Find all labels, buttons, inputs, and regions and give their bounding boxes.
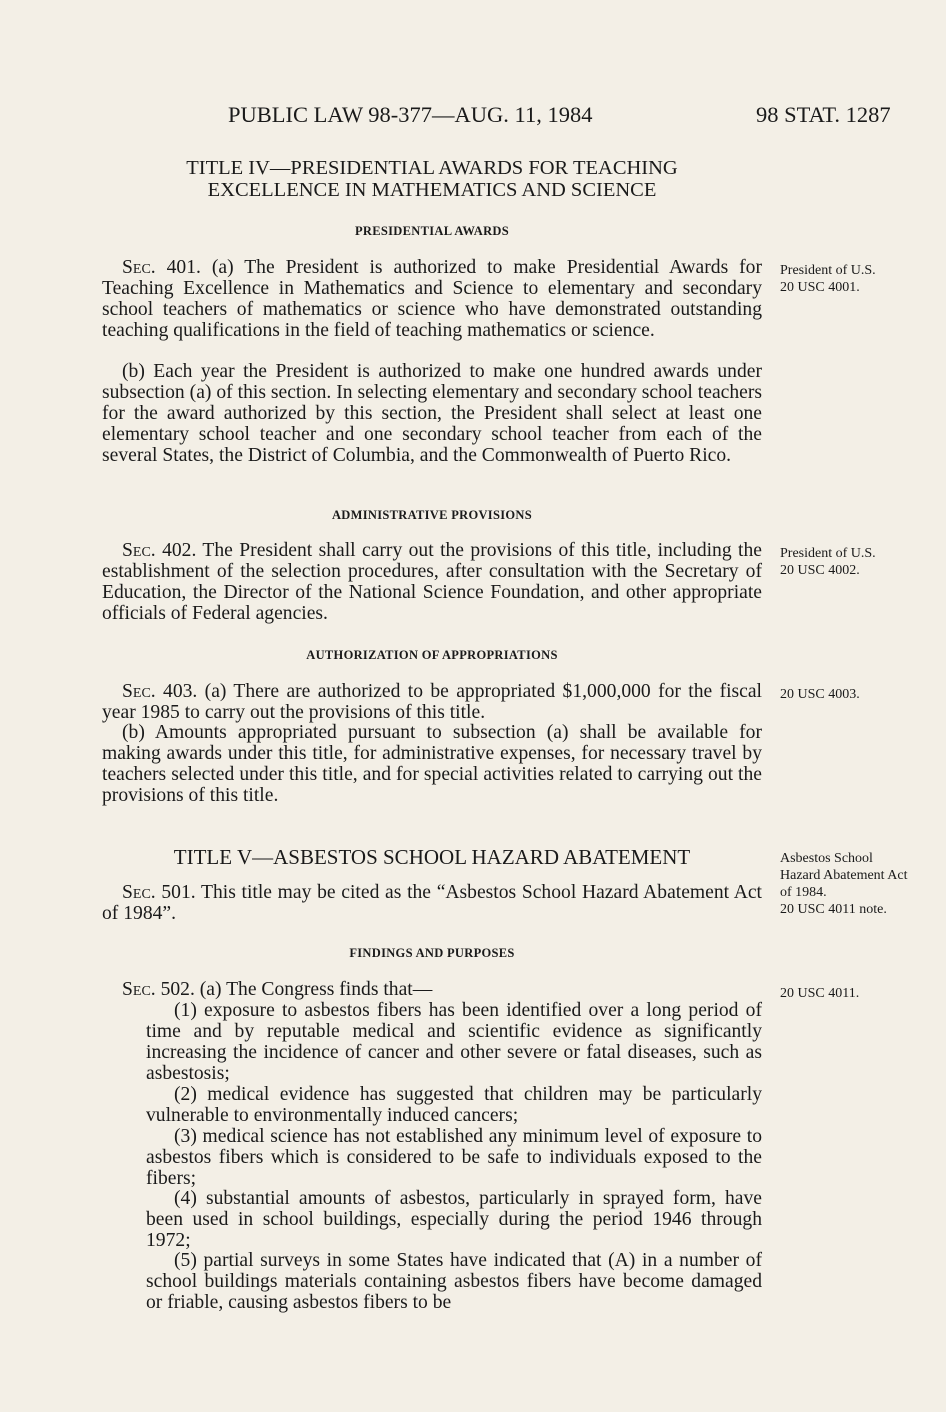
- heading-findings-and-purposes: FINDINGS AND PURPOSES: [349, 946, 515, 960]
- heading-presidential-awards: PRESIDENTIAL AWARDS: [354, 224, 509, 238]
- sec-403-a: [102, 682, 762, 724]
- title-iv-line1: TITLE IV—PRESIDENTIAL AWARDS FOR TEACHING: [186, 157, 678, 179]
- margin-note-401: [780, 262, 920, 296]
- sec-401-a: [102, 258, 762, 342]
- margin-note-501-line2: 20 USC 4011 note.: [780, 902, 887, 917]
- margin-note-502: 20 USC 4011.: [780, 986, 860, 1001]
- margin-note-403: 20 USC 4003.: [780, 687, 860, 702]
- sec-403-b: (b) Amounts appropriated pursuant to subsection (a) shall be available for making awards under this title, for administrative expenses, for necessary travel by teachers selected under this title, and for special activities related to carrying out the provisions of this title.: [102, 722, 762, 806]
- title-iv-line2: EXCELLENCE IN MATHEMATICS AND SCIENCE: [207, 179, 657, 201]
- running-header-left: PUBLIC LAW 98-377—AUG. 11, 1984: [228, 102, 593, 127]
- sec-502-intro-text: 502. (a) The Congress finds that—: [155, 979, 433, 1000]
- sec-label: Sec.: [122, 257, 156, 278]
- page-stat-number: 98 STAT. 1287: [756, 102, 891, 127]
- sec-502-finding-1: (1) exposure to asbestos fibers has been identified over a long period of time and by reputable medical and scientific evidence as significantly increasing the incidence of cancer and other severe or fatal diseases, such as asbestosis;: [146, 1000, 762, 1084]
- sec-402-text: 402. The President shall carry out the provisions of this title, including the establishment of the selection procedures, after consultation with the Secretary of Education, the Director of the National Science Foundation, and other appropriate officials of Federal agencies.: [102, 540, 762, 624]
- sec-401-b: (b) Each year the President is authorized to make one hundred awards under subsection (a) of this section. In selecting elementary and secondary school teachers for the award authorized by this section, the President shall select at least one elementary school teacher and one secondary school teacher from each of the several States, the District of Columbia, and the Commonwealth of Puerto Rico.: [102, 361, 762, 466]
- margin-note-501: [780, 850, 908, 918]
- heading-authorization-of-appropriations: AUTHORIZATION OF APPROPRIATIONS: [306, 648, 558, 662]
- sec-502-intro: [102, 980, 762, 1001]
- sec-502-finding-3: (3) medical science has not established any minimum level of exposure to asbestos fibers which is considered to be safe to individuals exposed to the fibers;: [146, 1126, 762, 1189]
- margin-note-501-line1: Asbestos School Hazard Abatement Act of 1984.: [780, 851, 908, 900]
- sec-label: Sec.: [122, 540, 156, 561]
- margin-note-402-line1: President of U.S.: [780, 546, 876, 561]
- margin-note-401-line1: President of U.S.: [780, 263, 876, 278]
- margin-note-402-line2: 20 USC 4002.: [780, 563, 860, 578]
- sec-501-text: 501. This title may be cited as the “Asbestos School Hazard Abatement Act of 1984”.: [102, 882, 762, 924]
- sec-403-a-text: 403. (a) There are authorized to be appropriated $1,000,000 for the fiscal year 1985 to carry out the provisions of this title.: [102, 681, 762, 723]
- sec-401-a-text: 401. (a) The President is authorized to make Presidential Awards for Teaching Excellence in Mathematics and Science to elementary and secondary school teachers of mathematics or science who have demonstrated outstanding teaching qualifications in the field of teaching mathematics or science.: [102, 257, 762, 341]
- heading-administrative-provisions: ADMINISTRATIVE PROVISIONS: [331, 508, 532, 522]
- sec-label: Sec.: [122, 882, 156, 903]
- margin-note-402: [780, 545, 920, 579]
- margin-note-401-line2: 20 USC 4001.: [780, 280, 860, 295]
- sec-402: [102, 541, 762, 625]
- sec-label: Sec.: [122, 979, 156, 1000]
- title-iv-heading: [100, 157, 764, 201]
- sec-label: Sec.: [122, 681, 156, 702]
- sec-502-finding-4: (4) substantial amounts of asbestos, particularly in sprayed form, have been used in school buildings, especially during the period 1946 through 1972;: [146, 1188, 762, 1251]
- title-v-heading: TITLE V—ASBESTOS SCHOOL HAZARD ABATEMENT: [173, 845, 691, 869]
- sec-502-finding-2: (2) medical evidence has suggested that children may be particularly vulnerable to environmentally induced cancers;: [146, 1084, 762, 1126]
- sec-501: [102, 883, 762, 925]
- sec-502-finding-5: (5) partial surveys in some States have indicated that (A) in a number of school buildings materials containing asbestos fibers have become damaged or friable, causing asbestos fibers to be: [146, 1250, 762, 1313]
